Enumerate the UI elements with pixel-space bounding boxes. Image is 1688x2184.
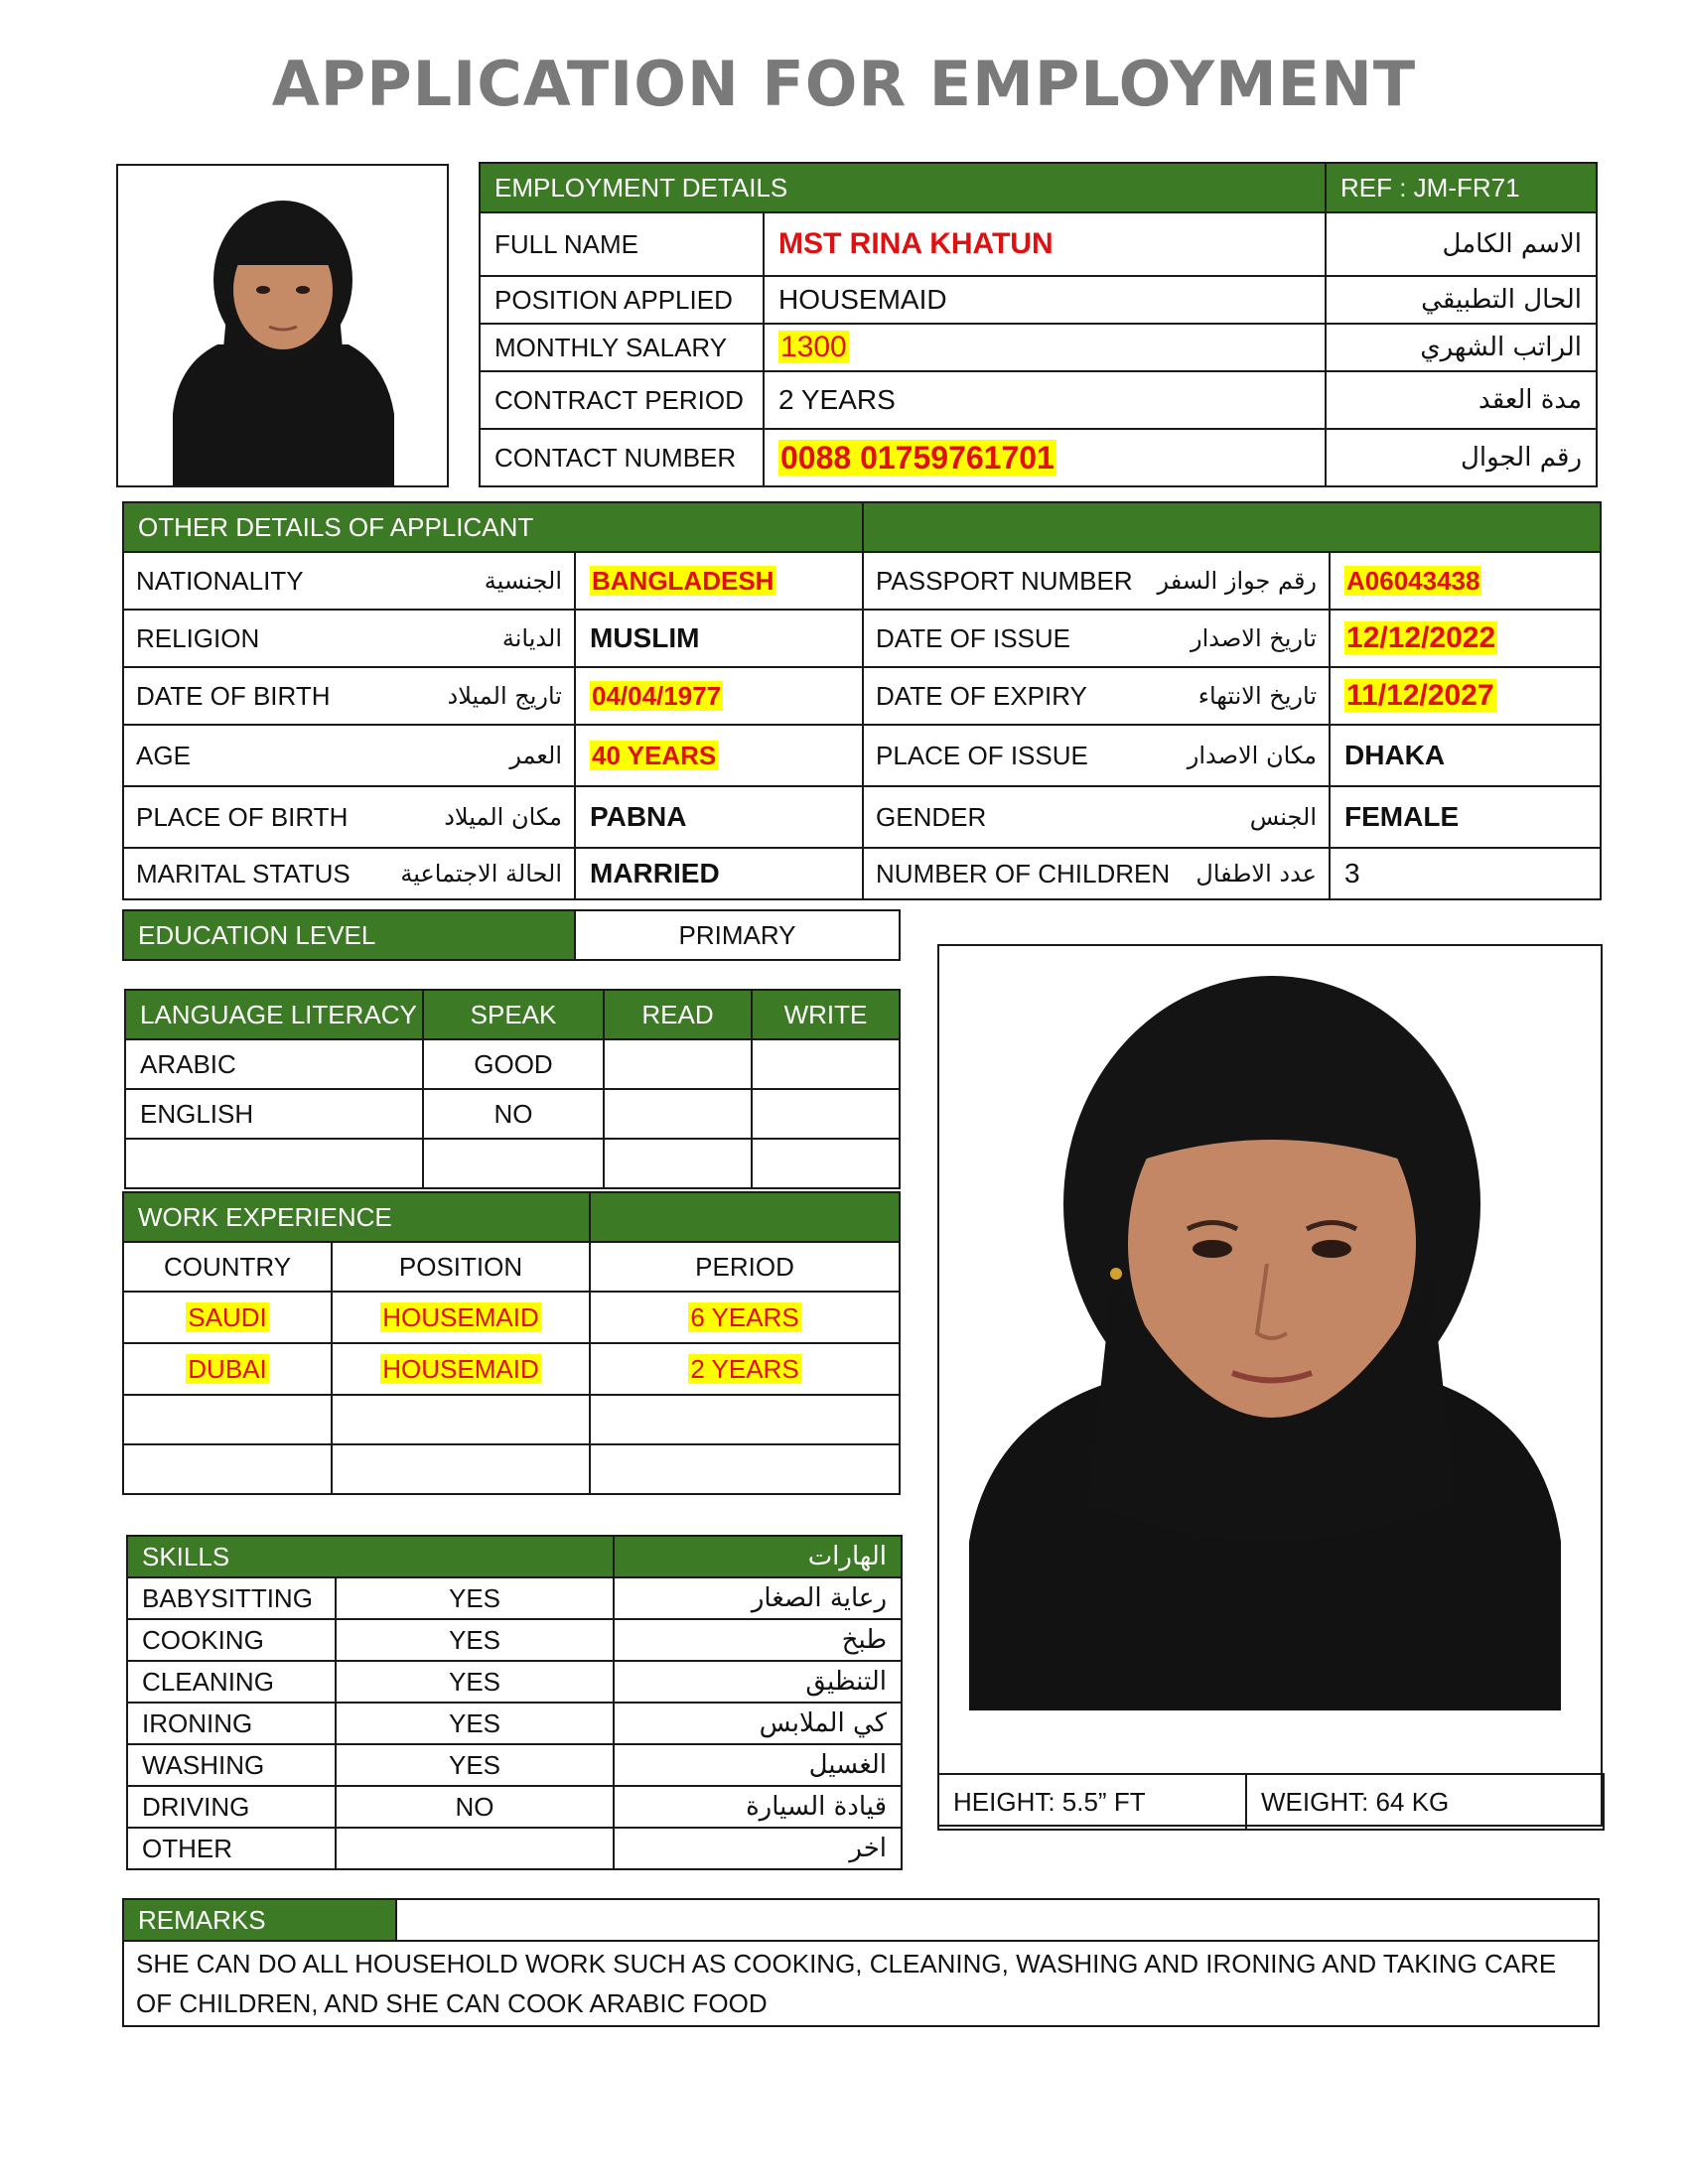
- education-level-label: EDUCATION LEVEL: [123, 910, 575, 960]
- work-empty-cell: [123, 1395, 332, 1444]
- date-of-expiry-value: 11/12/2027: [1330, 667, 1601, 725]
- arabic-read: [604, 1039, 752, 1089]
- english-write: [752, 1089, 900, 1139]
- work-position: HOUSEMAID: [332, 1292, 590, 1343]
- work-empty-cell: [332, 1444, 590, 1494]
- full-name-label-ar: الاسم الكامل: [1326, 212, 1597, 276]
- date-of-issue-label: DATE OF ISSUE تاريخ الاصدار: [863, 610, 1330, 667]
- place-of-issue-label: PLACE OF ISSUE مكان الاصدار: [863, 725, 1330, 786]
- read-header: READ: [604, 990, 752, 1039]
- work-experience-header-blank: [590, 1192, 900, 1242]
- skill-label-ar: كي الملابس: [614, 1703, 902, 1744]
- place-of-birth-label: PLACE OF BIRTH مكان الميلاد: [123, 786, 575, 848]
- skills-header: SKILLS: [127, 1536, 614, 1577]
- position-applied-label-ar: الحال التطبيقي: [1326, 276, 1597, 324]
- date-of-issue-value: 12/12/2022: [1330, 610, 1601, 667]
- arabic-write: [752, 1039, 900, 1089]
- language-empty-cell: [604, 1139, 752, 1188]
- remarks-header-blank: [396, 1899, 1599, 1941]
- write-header: WRITE: [752, 990, 900, 1039]
- work-empty-cell: [590, 1444, 900, 1494]
- remarks-table: [122, 1898, 1600, 2027]
- speak-header: SPEAK: [423, 990, 604, 1039]
- arabic-speak: GOOD: [423, 1039, 604, 1089]
- work-experience-header: WORK EXPERIENCE: [123, 1192, 590, 1242]
- language-arabic: ARABIC: [125, 1039, 423, 1089]
- full-name-label: FULL NAME: [480, 212, 764, 276]
- employment-details-header: EMPLOYMENT DETAILS: [480, 163, 1326, 212]
- language-empty-cell: [752, 1139, 900, 1188]
- education-level-table: [122, 909, 901, 961]
- skill-value: YES: [336, 1619, 614, 1661]
- gender-value: FEMALE: [1330, 786, 1601, 848]
- nationality-label: NATIONALITY الجنسية: [123, 552, 575, 610]
- skill-value: YES: [336, 1577, 614, 1619]
- date-of-birth-label: DATE OF BIRTH تاريج الميلاد: [123, 667, 575, 725]
- passport-number-label: PASSPORT NUMBER رقم جواز السفر: [863, 552, 1330, 610]
- physical-stats-table: [937, 1773, 1605, 1831]
- monthly-salary-value: 1300: [764, 324, 1326, 371]
- skill-washing: WASHING: [127, 1744, 336, 1786]
- work-position: HOUSEMAID: [332, 1343, 590, 1395]
- skill-label-ar: قيادة السيارة: [614, 1786, 902, 1828]
- contact-number-value: 0088 01759761701: [764, 429, 1326, 486]
- other-details-header-blank: [863, 502, 1601, 552]
- contract-period-label: CONTRACT PERIOD: [480, 371, 764, 429]
- other-details-table: [122, 501, 1602, 900]
- language-empty-cell: [423, 1139, 604, 1188]
- contact-number-label: CONTACT NUMBER: [480, 429, 764, 486]
- page-title: APPLICATION FOR EMPLOYMENT: [271, 48, 1417, 120]
- skill-cleaning: CLEANING: [127, 1661, 336, 1703]
- language-literacy-table: [124, 989, 901, 1189]
- skill-value: [336, 1828, 614, 1869]
- remarks-header: REMARKS: [123, 1899, 396, 1941]
- skill-value: YES: [336, 1661, 614, 1703]
- work-period: 2 YEARS: [590, 1343, 900, 1395]
- position-column-header: POSITION: [332, 1242, 590, 1292]
- date-of-birth-value: 04/04/1977: [575, 667, 863, 725]
- skill-driving: DRIVING: [127, 1786, 336, 1828]
- work-country: DUBAI: [123, 1343, 332, 1395]
- period-column-header: PERIOD: [590, 1242, 900, 1292]
- position-applied-value: HOUSEMAID: [764, 276, 1326, 324]
- age-label: AGE العمر: [123, 725, 575, 786]
- english-speak: NO: [423, 1089, 604, 1139]
- skill-cooking: COOKING: [127, 1619, 336, 1661]
- portrait-large-image: [939, 946, 1601, 1710]
- skill-label-ar: اخر: [614, 1828, 902, 1869]
- place-of-birth-value: PABNA: [575, 786, 863, 848]
- religion-label: RELIGION الديانة: [123, 610, 575, 667]
- place-of-issue-value: DHAKA: [1330, 725, 1601, 786]
- skill-label-ar: طبخ: [614, 1619, 902, 1661]
- english-read: [604, 1089, 752, 1139]
- skill-babysitting: BABYSITTING: [127, 1577, 336, 1619]
- skill-value: YES: [336, 1703, 614, 1744]
- contract-period-value: 2 YEARS: [764, 371, 1326, 429]
- portrait-small-image: [118, 166, 447, 485]
- nationality-value: BANGLADESH: [575, 552, 863, 610]
- contact-number-label-ar: رقم الجوال: [1326, 429, 1597, 486]
- work-empty-cell: [590, 1395, 900, 1444]
- number-of-children-value: 3: [1330, 848, 1601, 899]
- remarks-text: SHE CAN DO ALL HOUSEHOLD WORK SUCH AS COOKING, CLEANING, WASHING AND IRONING AND TAKING CARE OF CHILDREN, AND SHE CAN COOK ARABIC FOOD: [123, 1941, 1599, 2026]
- skill-label-ar: التنظيق: [614, 1661, 902, 1703]
- language-english: ENGLISH: [125, 1089, 423, 1139]
- skill-label-ar: رعاية الصغار: [614, 1577, 902, 1619]
- passport-number-value: A06043438: [1330, 552, 1601, 610]
- other-details-header: OTHER DETAILS OF APPLICANT: [123, 502, 863, 552]
- monthly-salary-label-ar: الراتب الشهري: [1326, 324, 1597, 371]
- skill-ironing: IRONING: [127, 1703, 336, 1744]
- full-name-value: MST RINA KHATUN: [764, 212, 1326, 276]
- reference-number: REF : JM-FR71: [1326, 163, 1597, 212]
- work-period: 6 YEARS: [590, 1292, 900, 1343]
- height-value: HEIGHT: 5.5” FT: [938, 1774, 1246, 1830]
- marital-status-label: MARITAL STATUS الحالة الاجتماعية: [123, 848, 575, 899]
- skill-value: NO: [336, 1786, 614, 1828]
- applicant-photo-large: [937, 944, 1603, 1827]
- marital-status-value: MARRIED: [575, 848, 863, 899]
- skills-header-ar: الهارات: [614, 1536, 902, 1577]
- language-literacy-header: LANGUAGE LITERACY: [125, 990, 423, 1039]
- skill-other: OTHER: [127, 1828, 336, 1869]
- age-value: 40 YEARS: [575, 725, 863, 786]
- date-of-expiry-label: DATE OF EXPIRY تاريخ الانتهاء: [863, 667, 1330, 725]
- language-empty-row: [125, 1139, 423, 1188]
- work-experience-table: [122, 1191, 901, 1495]
- skill-value: YES: [336, 1744, 614, 1786]
- work-empty-cell: [332, 1395, 590, 1444]
- employment-details-table: [479, 162, 1598, 487]
- work-empty-cell: [123, 1444, 332, 1494]
- position-applied-label: POSITION APPLIED: [480, 276, 764, 324]
- number-of-children-label: NUMBER OF CHILDREN عدد الاطفال: [863, 848, 1330, 899]
- work-country: SAUDI: [123, 1292, 332, 1343]
- education-level-value: PRIMARY: [575, 910, 900, 960]
- applicant-photo-small: [116, 164, 449, 487]
- country-column-header: COUNTRY: [123, 1242, 332, 1292]
- gender-label: GENDER الجنس: [863, 786, 1330, 848]
- skill-label-ar: الغسيل: [614, 1744, 902, 1786]
- contract-period-label-ar: مدة العقد: [1326, 371, 1597, 429]
- religion-value: MUSLIM: [575, 610, 863, 667]
- monthly-salary-label: MONTHLY SALARY: [480, 324, 764, 371]
- weight-value: WEIGHT: 64 KG: [1246, 1774, 1604, 1830]
- skills-table: [126, 1535, 903, 1870]
